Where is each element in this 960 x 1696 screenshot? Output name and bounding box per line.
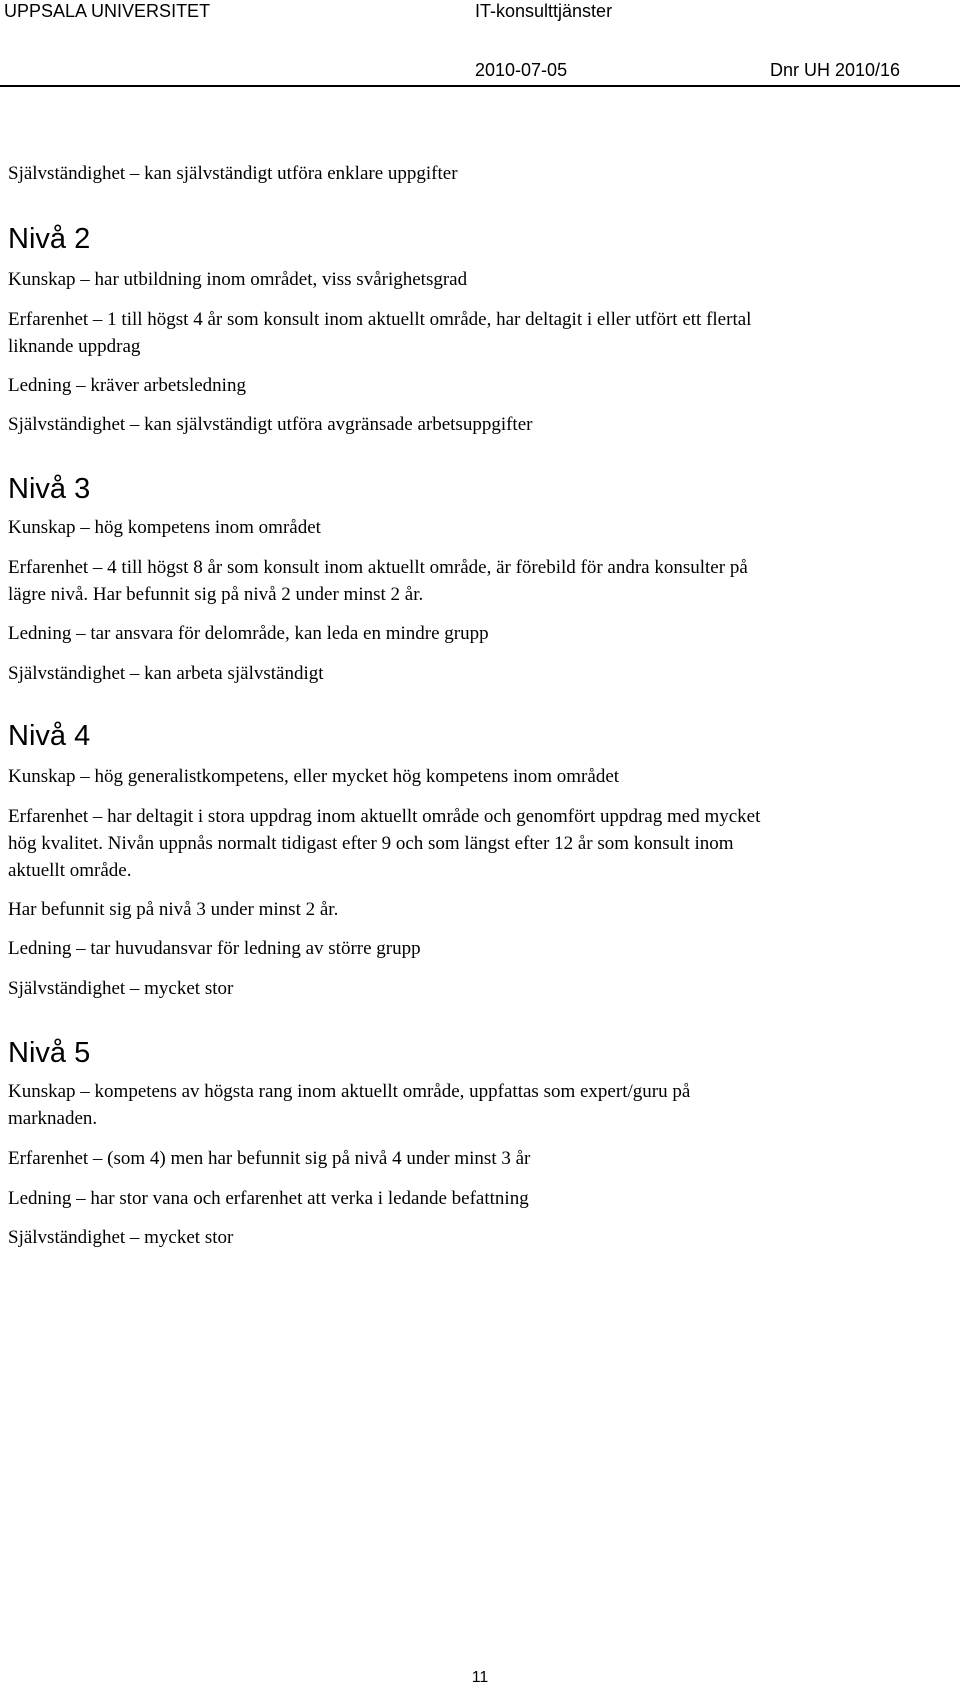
level-3-heading: Nivå 3 [8, 473, 91, 505]
level-2-erfarenhet-line-2: liknande uppdrag [8, 336, 141, 357]
level-4-erfarenhet-line-1: Erfarenhet – har deltagit i stora uppdrag inom aktuellt område och genomfört uppdrag med mycket [8, 806, 761, 827]
header-divider [0, 85, 960, 87]
level-4-kunskap: Kunskap – hög generalistkompetens, eller mycket hög kompetens inom området [8, 766, 620, 787]
level-2-erfarenhet-line-1: Erfarenhet – 1 till högst 4 år som konsult inom aktuellt område, har deltagit i eller utfört ett flertal [8, 309, 752, 330]
level-5-kunskap-line-1: Kunskap – kompetens av högsta rang inom aktuellt område, uppfattas som expert/guru på [8, 1081, 691, 1102]
level-4-erfarenhet-line-3: aktuellt område. [8, 860, 132, 881]
page-number: 11 [471, 1669, 489, 1686]
department-name: IT-konsulttjänster [475, 1, 613, 21]
level-3-erfarenhet-line-2: lägre nivå. Har befunnit sig på nivå 2 under minst 2 år. [8, 584, 424, 605]
intro-sjalvstandighet: Självständighet – kan självständigt utföra enklare uppgifter [8, 163, 458, 184]
organization-name: UPPSALA UNIVERSITET [4, 1, 211, 21]
level-5-heading: Nivå 5 [8, 1037, 91, 1069]
document-date: 2010-07-05 [475, 60, 568, 80]
level-3-sjalvstandighet: Självständighet – kan arbeta självständigt [8, 663, 324, 684]
level-2-kunskap: Kunskap – har utbildning inom området, viss svårighetsgrad [8, 269, 468, 290]
level-3-kunskap: Kunskap – hög kompetens inom området [8, 517, 321, 538]
level-2-heading: Nivå 2 [8, 223, 91, 255]
level-2-ledning: Ledning – kräver arbetsledning [8, 375, 246, 396]
level-4-heading: Nivå 4 [8, 720, 91, 752]
page-header [0, 0, 960, 90]
document-reference-number: Dnr UH 2010/16 [770, 60, 901, 80]
level-5-kunskap-line-2: marknaden. [8, 1108, 98, 1129]
level-5-ledning: Ledning – har stor vana och erfarenhet att verka i ledande befattning [8, 1188, 529, 1209]
level-3-erfarenhet-line-1: Erfarenhet – 4 till högst 8 år som konsult inom aktuellt område, är förebild för andra konsulter på [8, 557, 748, 578]
level-2-sjalvstandighet: Självständighet – kan självständigt utföra avgränsade arbetsuppgifter [8, 414, 533, 435]
level-3-ledning: Ledning – tar ansvara för delområde, kan leda en mindre grupp [8, 623, 489, 644]
level-4-erfarenhet-line-2: hög kvalitet. Nivån uppnås normalt tidigast efter 9 och som längst efter 12 år som konsult inom [8, 833, 734, 854]
level-4-ledning: Ledning – tar huvudansvar för ledning av större grupp [8, 938, 421, 959]
level-4-sjalvstandighet: Självständighet – mycket stor [8, 978, 234, 999]
level-5-sjalvstandighet: Självständighet – mycket stor [8, 1227, 234, 1248]
level-5-erfarenhet: Erfarenhet – (som 4) men har befunnit sig på nivå 4 under minst 3 år [8, 1148, 531, 1169]
level-4-befunnit: Har befunnit sig på nivå 3 under minst 2 år. [8, 899, 339, 920]
